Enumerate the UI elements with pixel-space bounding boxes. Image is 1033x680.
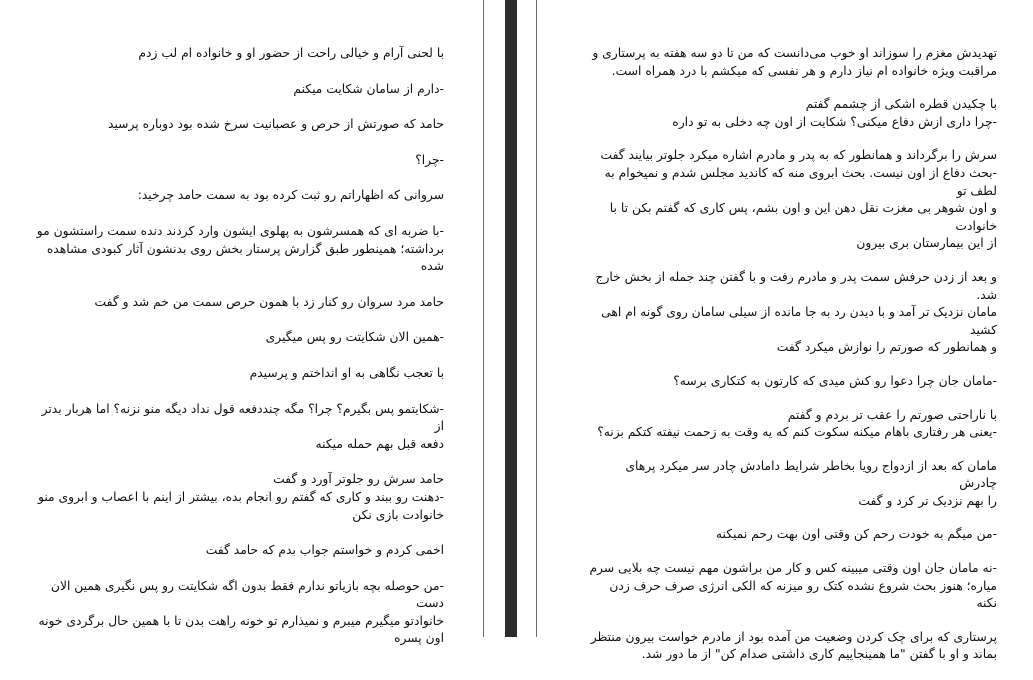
paragraph: حامد سرش رو جلوتر آورد و گفت -دهنت رو ببند و کاری که گفتم رو انجام بده، بیشتر از اینم با اعصاب و ابروی منو خانوادت بازی نکن xyxy=(37,472,444,522)
paragraph: -دارم از سامان شکایت میکنم xyxy=(293,81,444,96)
paragraph: -من حوصله بچه بازیاتو ندارم فقط بدون اگه شکایتت رو پس نگیری همین الان دست خانوادتو میگیرم میبرم و نمیذارم تو خونه راهت بدن تا با همین حال برگردی خونه اون پسره xyxy=(38,578,444,646)
left-page-text xyxy=(32,45,444,666)
paragraph: پرستاری که برای چک کردن وضعیت من آمده بود از مادرم خواست بیرون منتظر بماند و او با گفتن "ما همینجاییم کاری داشتی صدام کن" از ما دور شد. xyxy=(590,629,997,662)
paragraph: سروانی که اظهاراتم رو ثبت کرده بود به سمت حامد چرخید: xyxy=(137,188,444,203)
paragraph: با چکیدن قطره اشکی از چشمم گفتم -چرا داری ازش دفاع میکنی؟ شکایت از اون چه دخلی به تو داره xyxy=(672,97,997,129)
paragraph: -با ضربه ای که همسرشون به پهلوی ایشون وارد کردند دنده سمت راستشون مو برداشته؛ همینطور طبق گزارش پرستار بخش روی بدنشون آثار کبودی مشاهده شده xyxy=(36,223,444,274)
paragraph: -همین الان شکایتت رو پس میگیری xyxy=(265,330,444,345)
paragraph: با ناراحتی صورتم را عقب تر بردم و گفتم -یعنی هر رفتاری باهام میکنه سکوت کنم که یه وقت به زحمت نیفته کتکم بزنه؟ xyxy=(597,407,997,440)
paragraph: سرش را برگرداند و همانطور که به پدر و مادرم اشاره میکرد جلوتر بیایند گفت -بحث دفاع از اون نیست. بحث ابروی منه که کاندید مجلس شدم و نمیخوام به لطف تو و اون شوهر بی مغزت نقل دهن این و اون بشم، پس کاری که گفتم بکن تا با خانوادت از این بیمارستان بری بیرون xyxy=(600,148,997,251)
paragraph: -من میگم به خودت رحم کن وقتی اون بهت رحم نمیکنه xyxy=(715,527,997,542)
left-page xyxy=(0,0,483,646)
paragraph: حامد که صورتش از حرص و عصبانیت سرخ شده بود دوباره پرسید xyxy=(108,117,444,132)
paragraph: مامان که بعد از ازدواج رویا بخاطر شرایط دامادش چادر سر میکرد پرهای چادرش را بهم نزدیک تر کرد و گفت xyxy=(625,458,997,508)
paragraph: -شکایتمو پس بگیرم؟ چرا؟ مگه چنددفعه قول نداد دیگه منو نزنه؟ اما هربار بدتر از دفعه قبل بهم حمله میکنه xyxy=(41,401,444,451)
paragraph: با لحنی آرام و خیالی راحت از حضور او و خانواده ام لب زدم xyxy=(138,46,444,60)
paragraph: اخمی کردم و خواستم جواب بدم که حامد گفت xyxy=(205,543,444,558)
left-page-edge xyxy=(483,0,484,637)
book-spine xyxy=(505,0,517,637)
paragraph: -چرا؟ xyxy=(415,152,444,167)
paragraph: با تعجب نگاهی به او انداختم و پرسیدم xyxy=(249,365,444,380)
paragraph: -مامان جان چرا دعوا رو کش میدی که کارتون به کتکاری برسه؟ xyxy=(673,373,997,388)
paragraph: حامد مرد سروان رو کنار زد با همون حرص سمت من خم شد و گفت xyxy=(94,294,444,309)
right-page-text xyxy=(585,45,997,680)
right-page xyxy=(537,0,1033,662)
paragraph: -نه مامان جان اون وقتی میبینه کس و کار من براشون مهم نیست چه بلایی سرم میاره؛ هنوز بحث شروع نشده کتک رو میزنه که الکی انرژی صرف حرف زدن نکنه xyxy=(589,561,997,611)
paragraph: و بعد از زدن حرفش سمت پدر و مادرم رفت و با گفتن چند جمله از بخش خارج شد. مامان نزدیک تر آمد و با دیدن رد به جا مانده از سیلی سامان روی گونه ام اهی کشید و همانطور که صورتم را نوازش میکرد گفت xyxy=(595,269,997,355)
paragraph: تهدیدش مغزم را سوزاند او خوب می‌دانست که من تا دو سه هفته به پرستاری و مراقبت ویژه خانواده ام نیاز دارم و هر نفسی که میکشم با درد همراه است. xyxy=(592,46,997,78)
